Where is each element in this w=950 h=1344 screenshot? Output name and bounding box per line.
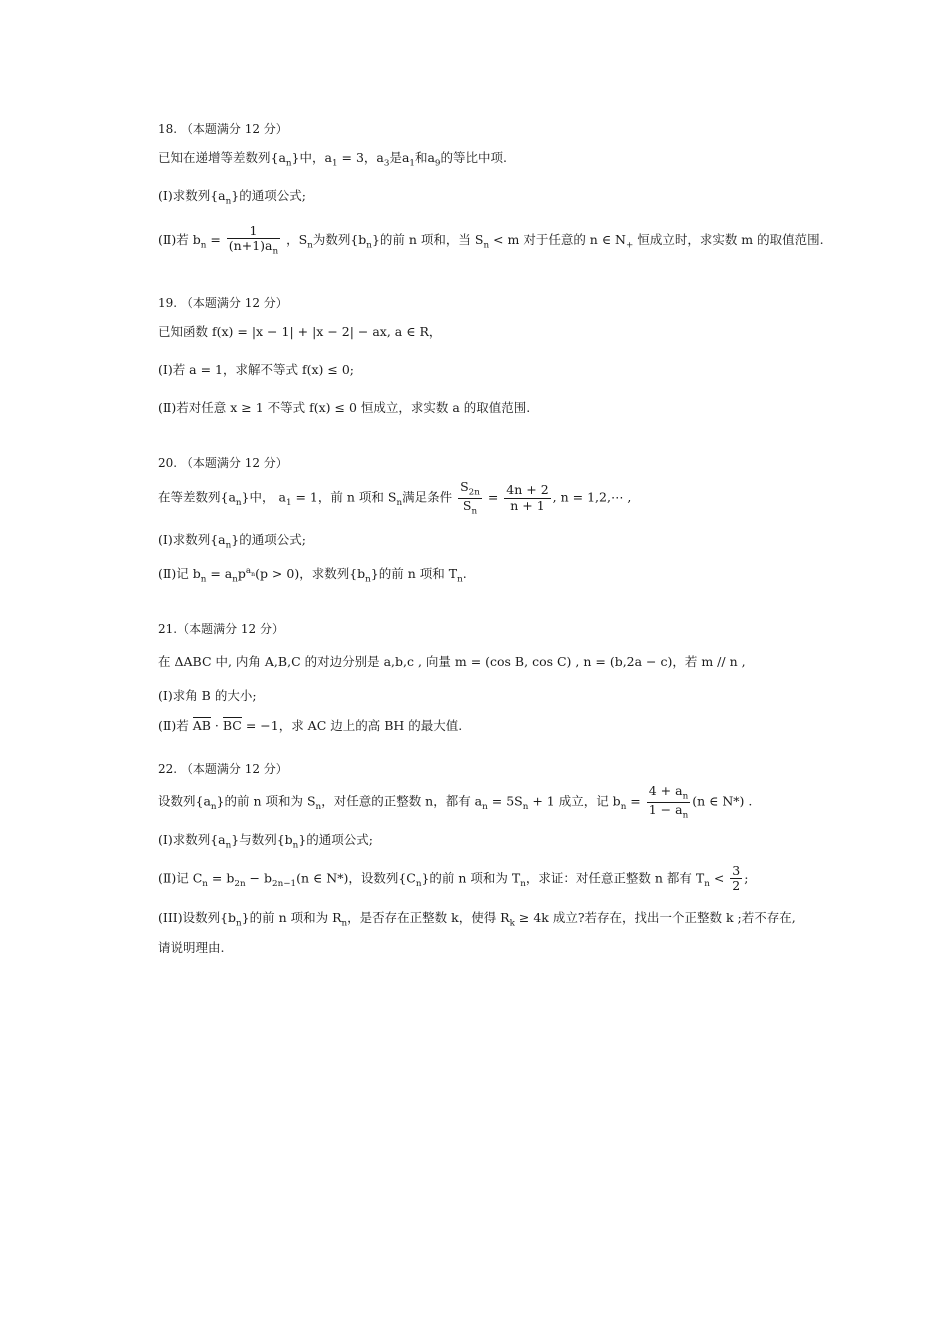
problem-19-part-1: (Ⅰ)若 a = 1，求解不等式 f(x) ≤ 0;: [158, 362, 354, 377]
fraction: $\frac{1}{(n+1)a_n}$: [228, 223, 279, 257]
problem-22-part-2: (Ⅱ)记 $C_n = b_{2n} - b_{2n-1}(n$ ∈ N*)，设数列$\{C_n\}$的前 n 项和为 $T_n$，求证：对任意正整数 n 都有 $T_n$ < $\frac{3}{2}$ ;: [158, 863, 749, 894]
problem-22-heading: 22. （本题满分 12 分）: [158, 762, 288, 776]
problem-22-part-3: (III)设数列$\{b_n\}$的前 n 项和为 $R_n$，是否存在正整数 k，使得 $R_k \ge 4k$ 成立?若存在，找出一个正整数 k ;若不存在,: [158, 910, 796, 929]
problem-20-stem: 在等差数列$\{a_n\}$中， $a_1 = 1$，前 n 项和 $S_n$满足条件 $\frac{S_{2n}}{S_n}$ = $\frac{4n + 2}{n + 1}$ , n = 1,2,⋯ ,: [158, 479, 632, 517]
problem-19-stem: 已知函数 f(x) = |x − 1| + |x − 2| − ax, a ∈ R，: [158, 324, 442, 339]
problem-21-heading: 21.（本题满分 12 分）: [158, 622, 284, 636]
problem-22-stem: 设数列$\{a_n\}$的前 n 项和为 $S_n$，对任意的正整数 n，都有 $a_n = 5S_n + 1$ 成立，记 $b_n$ = $\frac{4 + a_n}{1 - a_n}$ (n ∈ N*) .: [158, 783, 753, 821]
fraction: $\frac{4n + 2}{n + 1}$: [506, 482, 549, 513]
problem-18-part-2: (Ⅱ)若 $b_n$ = $\frac{1}{(n+1)a_n}$ ，$S_n$为数列$\{b_n\}$的前 n 项和，当 $S_n < m$ 对于任意的 n ∈ $N_+$ 恒成立时，求实数 m 的取值范围.: [158, 223, 824, 257]
problem-21-stem: 在 ΔABC 中, 内角 A,B,C 的对边分别是 a,b,c , 向量 m = (cos B, cos C) , n = (b,2a − c)，若 m // n ,: [158, 654, 746, 669]
fraction: $\frac{4 + a_n}{1 - a_n}$: [648, 783, 689, 821]
vector-ab: AB: [192, 718, 211, 733]
problem-19-part-2: (Ⅱ)若对任意 x ≥ 1 不等式 f(x) ≤ 0 恒成立，求实数 a 的取值范围.: [158, 400, 531, 415]
problem-18-heading: 18. （本题满分 12 分）: [158, 122, 288, 136]
problem-18-stem: 已知在递增等差数列$\{a_n\}$中，$a_1 = 3$，$a_3$是$a_1$和$a_9$的等比中项.: [158, 150, 507, 169]
problem-19-heading: 19. （本题满分 12 分）: [158, 296, 288, 310]
problem-22-part-1: (Ⅰ)求数列$\{a_n\}$与数列$\{b_n\}$的通项公式;: [158, 832, 373, 851]
problem-20-heading: 20. （本题满分 12 分）: [158, 456, 288, 470]
problem-20-part-2: (Ⅱ)记 $b_n = a_np^{a_n}(p > 0)$，求数列$\{b_n\}$的前 n 项和 $T_n$.: [158, 566, 467, 585]
problem-20-part-1: (Ⅰ)求数列$\{a_n\}$的通项公式;: [158, 532, 306, 551]
fraction: $\frac{S_{2n}}{S_n}$: [460, 479, 480, 517]
problem-21-part-1: (Ⅰ)求角 B 的大小;: [158, 688, 257, 703]
problem-18-part-1: (Ⅰ)求数列$\{a_n\}$的通项公式;: [158, 188, 306, 207]
fraction: $\frac{3}{2}$: [732, 863, 741, 894]
problem-22-part-3-continued: 请说明理由.: [158, 940, 225, 955]
vector-bc: BC: [222, 718, 242, 733]
problem-21-part-2: (Ⅱ)若 AB · BC = −1，求 AC 边上的高 BH 的最大值.: [158, 718, 463, 733]
